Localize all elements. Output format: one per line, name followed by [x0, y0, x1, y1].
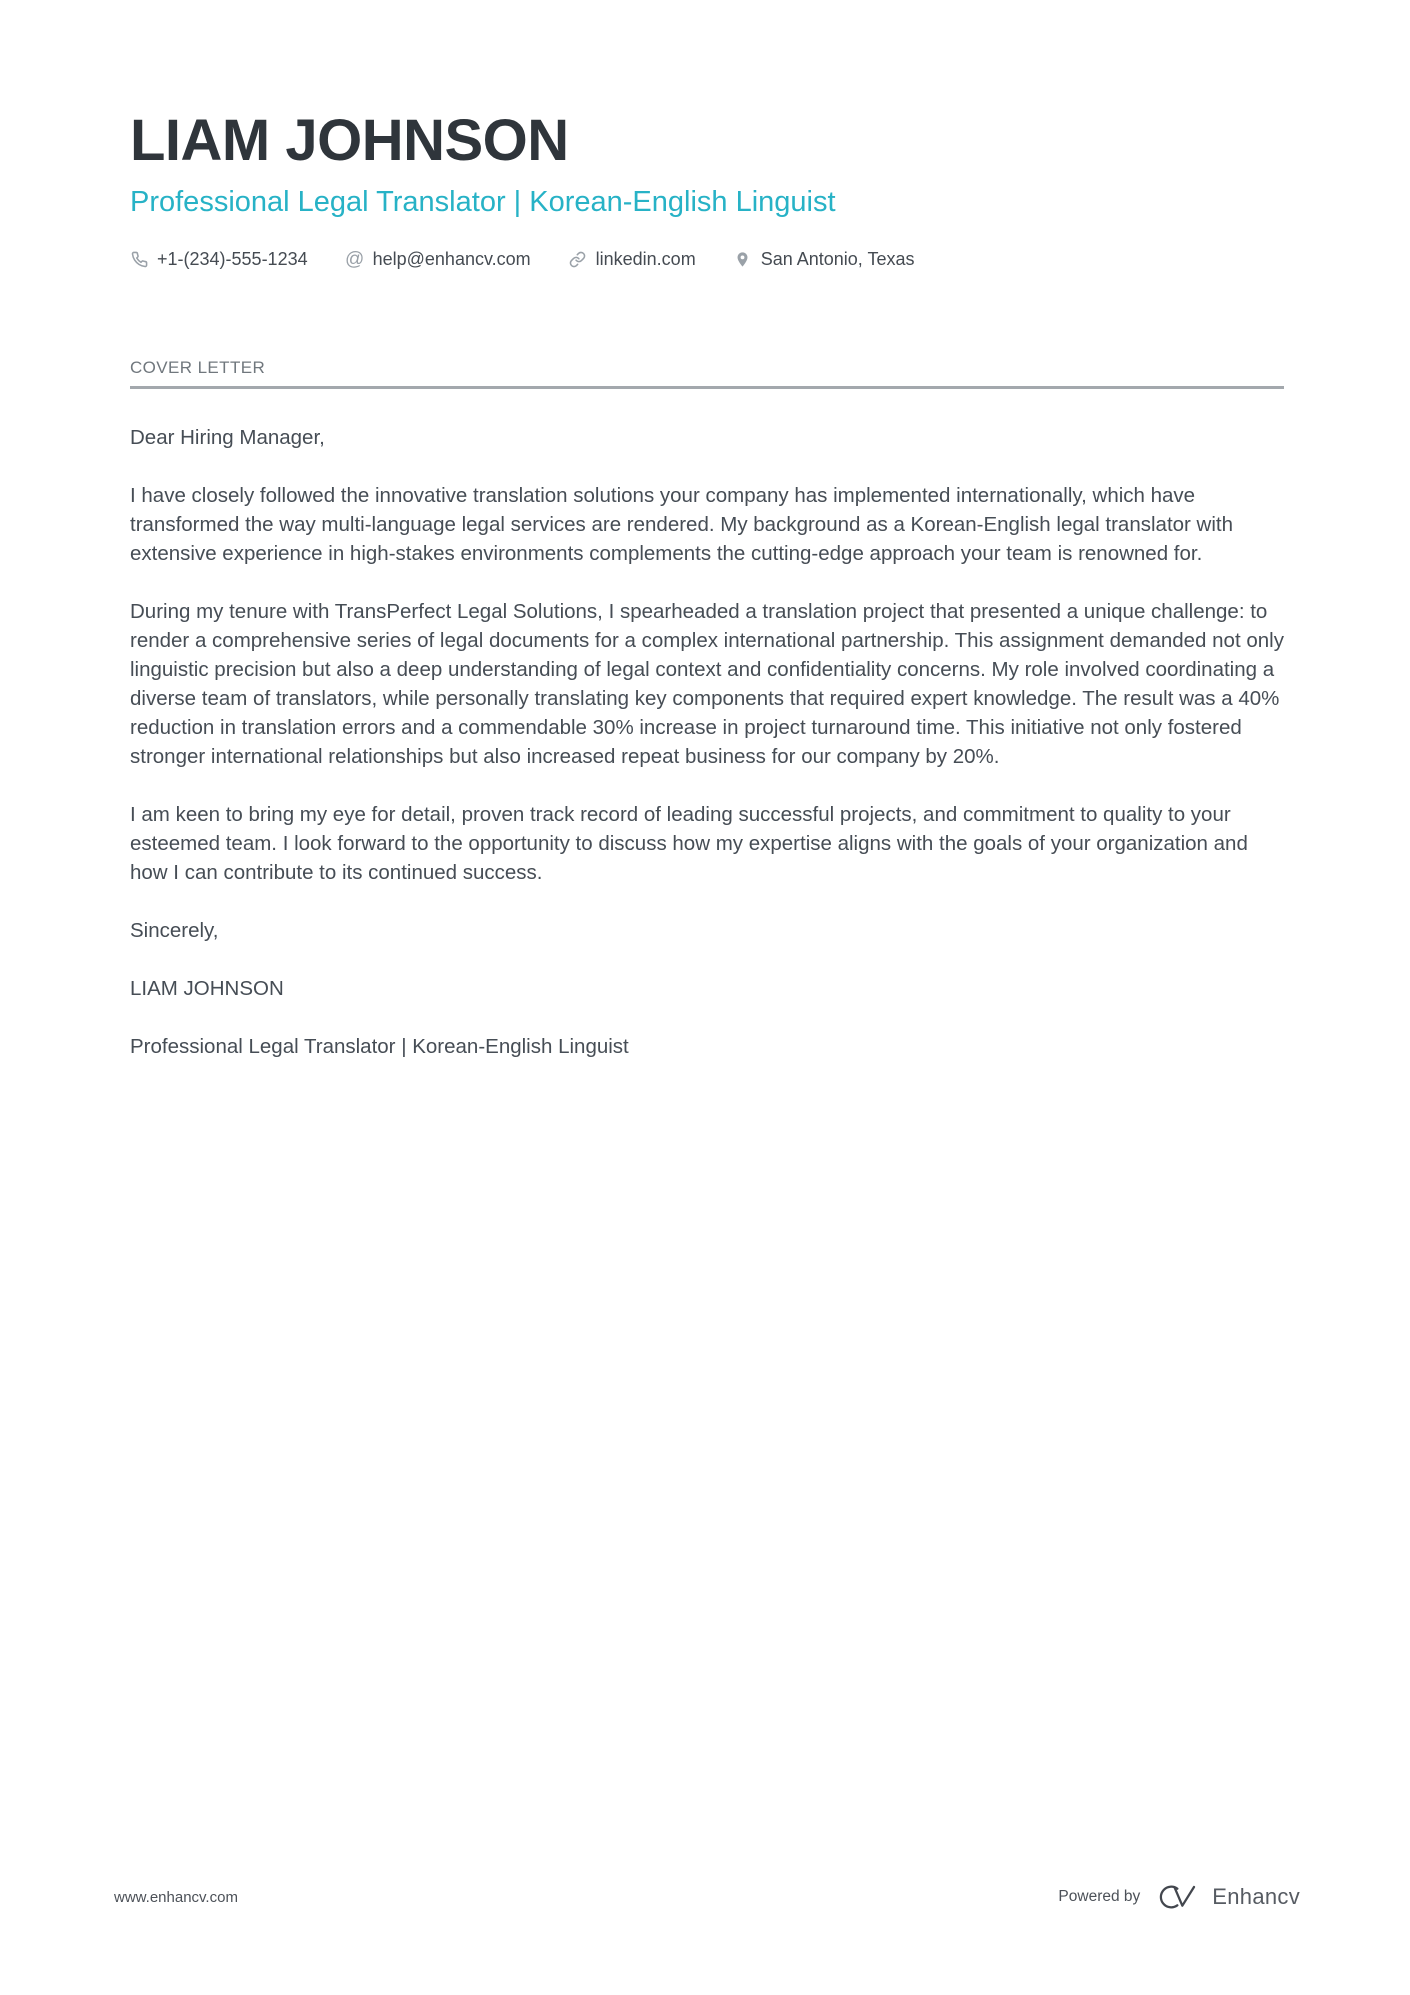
- section-label: COVER LETTER: [130, 358, 266, 378]
- contact-email[interactable]: [346, 249, 531, 270]
- contact-location: [734, 249, 915, 270]
- letter-paragraph: During my tenure with TransPerfect Legal Solutions, I spearheaded a translation project that presented a unique challenge: to render a comprehensive series of legal documents for a complex international partnership. This assignment demanded not only linguistic precision but also a deep understanding of legal context and confidentiality concerns. My role involved coordinating a diverse team of translators, while personally translating key components that required expert knowledge. The result was a 40% reduction in translation errors and a commendable 30% increase in project turnaround time. This initiative not only fostered stronger international relationships but also increased repeat business for our company by 20%.: [130, 600, 1284, 769]
- contact-email-value: help@enhancv.com: [372, 249, 531, 270]
- contact-linkedin-value: linkedin.com: [595, 249, 696, 270]
- powered-by-label: Powered by: [1058, 1888, 1141, 1905]
- contact-location-value: San Antonio, Texas: [760, 249, 915, 270]
- pin-icon: [734, 251, 752, 269]
- letter-paragraph: I have closely followed the innovative translation solutions your company has implemented internationally, which have transformed the way multi-language legal services are rendered. My background as a Korean-English legal translator with extensive experience in high-stakes environments complements the cutting-edge approach your team is renowned for.: [130, 484, 1234, 566]
- contact-linkedin[interactable]: [569, 249, 696, 270]
- signature-name: LIAM JOHNSON: [130, 977, 284, 1001]
- salutation: Dear Hiring Manager,: [130, 426, 325, 450]
- page-footer: [114, 1883, 1300, 1911]
- footer-branding[interactable]: [1058, 1883, 1300, 1911]
- contact-phone[interactable]: [130, 249, 308, 270]
- person-job-title: Professional Legal Translator | Korean-English Linguist: [130, 186, 836, 218]
- letter-closing: Sincerely,: [130, 919, 219, 943]
- contact-phone-value: +1-(234)-555-1234: [157, 249, 308, 270]
- section-divider: [130, 386, 1284, 389]
- footer-website-link[interactable]: www.enhancv.com: [114, 1888, 238, 1906]
- letter-body: [130, 423, 1284, 1061]
- person-name: LIAM JOHNSON: [130, 108, 569, 173]
- enhancv-logo-icon: [1154, 1883, 1198, 1911]
- enhancv-wordmark: Enhancv: [1212, 1884, 1300, 1909]
- at-icon: @: [344, 249, 365, 271]
- signature-title: Professional Legal Translator | Korean-English Linguist: [130, 1035, 629, 1059]
- cover-letter-section: [130, 358, 1284, 389]
- letter-paragraph: I am keen to bring my eye for detail, proven track record of leading successful projects, and commitment to quality to your esteemed team. I look forward to the opportunity to discuss how my expertise aligns with the goals of your organization and how I can contribute to its continued success.: [130, 803, 1248, 885]
- link-icon: [569, 251, 587, 269]
- phone-icon: [130, 251, 148, 269]
- contact-row: [130, 249, 1284, 270]
